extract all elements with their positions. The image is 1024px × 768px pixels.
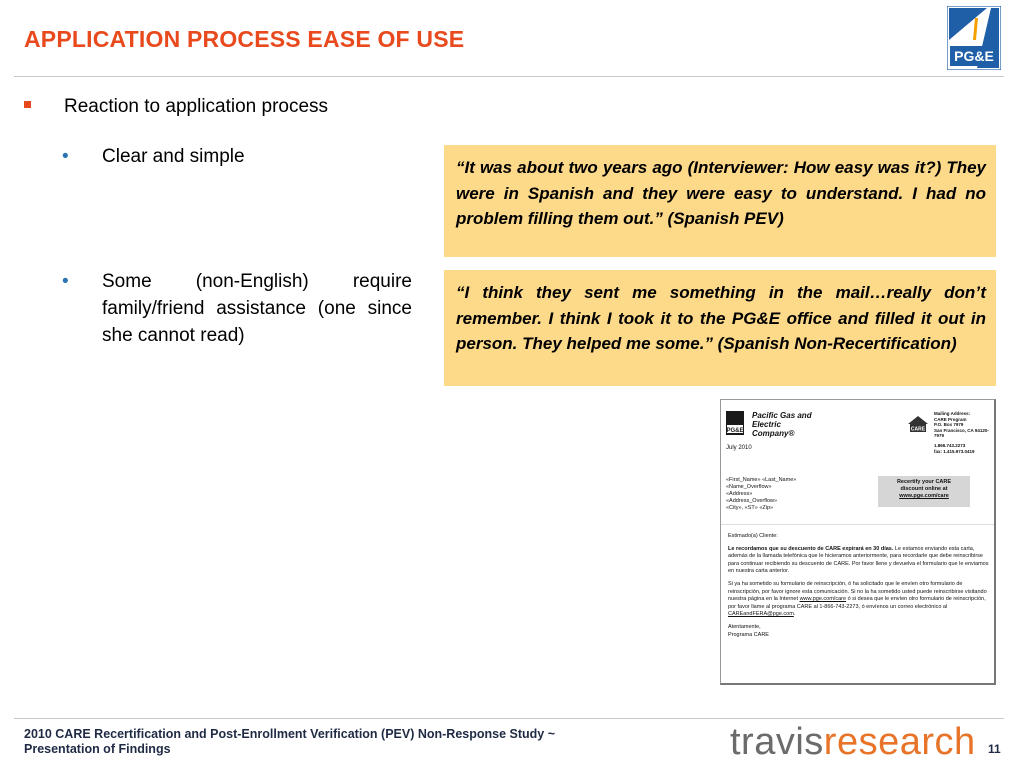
letter-company-name: Pacific Gas and Electric Company® <box>752 411 812 438</box>
recipient-line: «Address» <box>726 491 753 497</box>
travisresearch-logo <box>730 720 976 764</box>
recertify-line: discount online at <box>900 486 948 492</box>
footer-line-1: 2010 CARE Recertification and Post-Enrollment Verification (PEV) Non-Response Study ~ <box>24 727 556 741</box>
letter-email-link: CAREandFERA@pge.com <box>728 611 794 618</box>
footer-divider <box>14 718 1004 719</box>
recertify-url: www.pge.com/care <box>899 493 949 499</box>
letter-paragraph-2-b: ó si desea que le envíen otro formulario de reinscripción, por favor llame al programa CARE al 1-866-743-2273, ó envíenos un correo electrónico al <box>728 596 986 610</box>
bullet-clear-simple-text: Clear and simple <box>102 146 245 167</box>
bullet-family-assistance-text: Some (non-English) require family/friend assistance (one since she cannot read) <box>102 271 412 346</box>
bullet-reaction-text: Reaction to application process <box>64 96 329 117</box>
slide-title: APPLICATION PROCESS EASE OF USE <box>24 26 465 52</box>
recipient-line: «First_Name» «Last_Name» <box>726 477 797 483</box>
address-line: fax: 1.415.973.0419 <box>934 448 975 454</box>
letter-mailing-address <box>934 411 994 454</box>
letter-closing <box>728 624 990 639</box>
recipient-line: «Name_Overflow» <box>726 484 772 490</box>
page-number: 11 <box>988 742 1001 756</box>
letter-recipient <box>726 477 876 512</box>
round-bullet-icon: • <box>62 271 69 292</box>
letter-paragraph-1-bold: Le recordamos que su descuento de CARE expirará en 30 días. <box>728 545 894 552</box>
pge-logo-text: PG&E <box>954 48 994 64</box>
letter-paragraph-1 <box>728 546 990 576</box>
square-bullet-icon <box>24 101 31 108</box>
round-bullet-icon: • <box>62 146 69 167</box>
care-logo-text: CARE <box>910 426 926 433</box>
address-line: Mailing Address: <box>934 411 971 416</box>
letter-date: July 2010 <box>726 445 752 451</box>
care-house-logo <box>907 415 929 433</box>
recertify-line: Recertify your CARE <box>896 479 952 485</box>
recertify-online-box <box>878 476 970 507</box>
letter-signature: Programa CARE <box>728 631 769 638</box>
letter-divider <box>721 524 994 525</box>
quote-spanish-pev: “It was about two years ago (Interviewer: How easy was it?) They were in Spanish and they were easy to understand. I had no problem filling them out.” (Spanish PEV) <box>444 145 996 257</box>
letter-paragraph-2-a: Si ya ha sometido su formulario de reinscripción, ó ha solicitado que le envíen otro formulario de reinscripción, por favor ignore esta comunicación. Si no la ha sometido usted puede reinscribirse visitando nuestra página en la Internet <box>728 580 987 603</box>
brand-travis: travis <box>730 721 824 763</box>
letter-pge-logo-text: PG&E <box>726 428 744 434</box>
address-line: P.O. Box 7979 <box>934 422 964 428</box>
recipient-line: «Address_Overflow» <box>726 498 778 504</box>
header-divider <box>14 76 1004 77</box>
address-line: 1.866.743.2273 <box>934 442 966 448</box>
letter-pge-logo <box>726 411 744 435</box>
letter-greeting: Estimado(a) Cliente: <box>728 533 778 539</box>
footer-line-2: Presentation of Findings <box>24 742 171 756</box>
letter-paragraph-2: Si ya ha sometido su formulario de reinscripción, ó ha solicitado que le envíen otro formulario de reinscripción, por favor ignore esta comunicación. Si no la ha sometido usted puede reinscribirse visitando nuestra página en la Internet www.pge.com/care ó si desea que le envíen otro formulario de reinscripción, por favor llame al programa CARE al 1-866-743-2273, ó envíenos un correo electrónico al CAREandFERA@pge.com. <box>728 580 987 618</box>
letter-body <box>728 533 990 644</box>
address-line: San Francisco, CA 94120-7979 <box>934 427 989 439</box>
recipient-line: «City», «ST» «Zip» <box>726 505 774 511</box>
pge-logo <box>947 6 1001 70</box>
footer-study-title <box>24 727 664 757</box>
brand-research: research <box>823 721 976 763</box>
care-letter-image <box>720 399 996 685</box>
letter-closing-line: Atentamente, <box>728 623 761 630</box>
letter-web-link: www.pge.com/care <box>799 596 847 603</box>
quote-spanish-non-recertification: “I think they sent me something in the mail…really don’t remember. I think I took it to the PG&E office and filled it out in person. They helped me some.” (Spanish Non-Recertification) <box>444 270 996 386</box>
address-line: CARE Program <box>934 416 967 422</box>
letter-paragraph-1-rest: Le estamos enviando esta carta, además de la llamada telefónica que le hicieramos anteriormente, para recordarle que debe reinscribirse para continuar recibiendo su descuento de CARE. Por favor llene y devuelva el formulario que le enviamos en nuestra carta anterior. <box>728 545 989 575</box>
